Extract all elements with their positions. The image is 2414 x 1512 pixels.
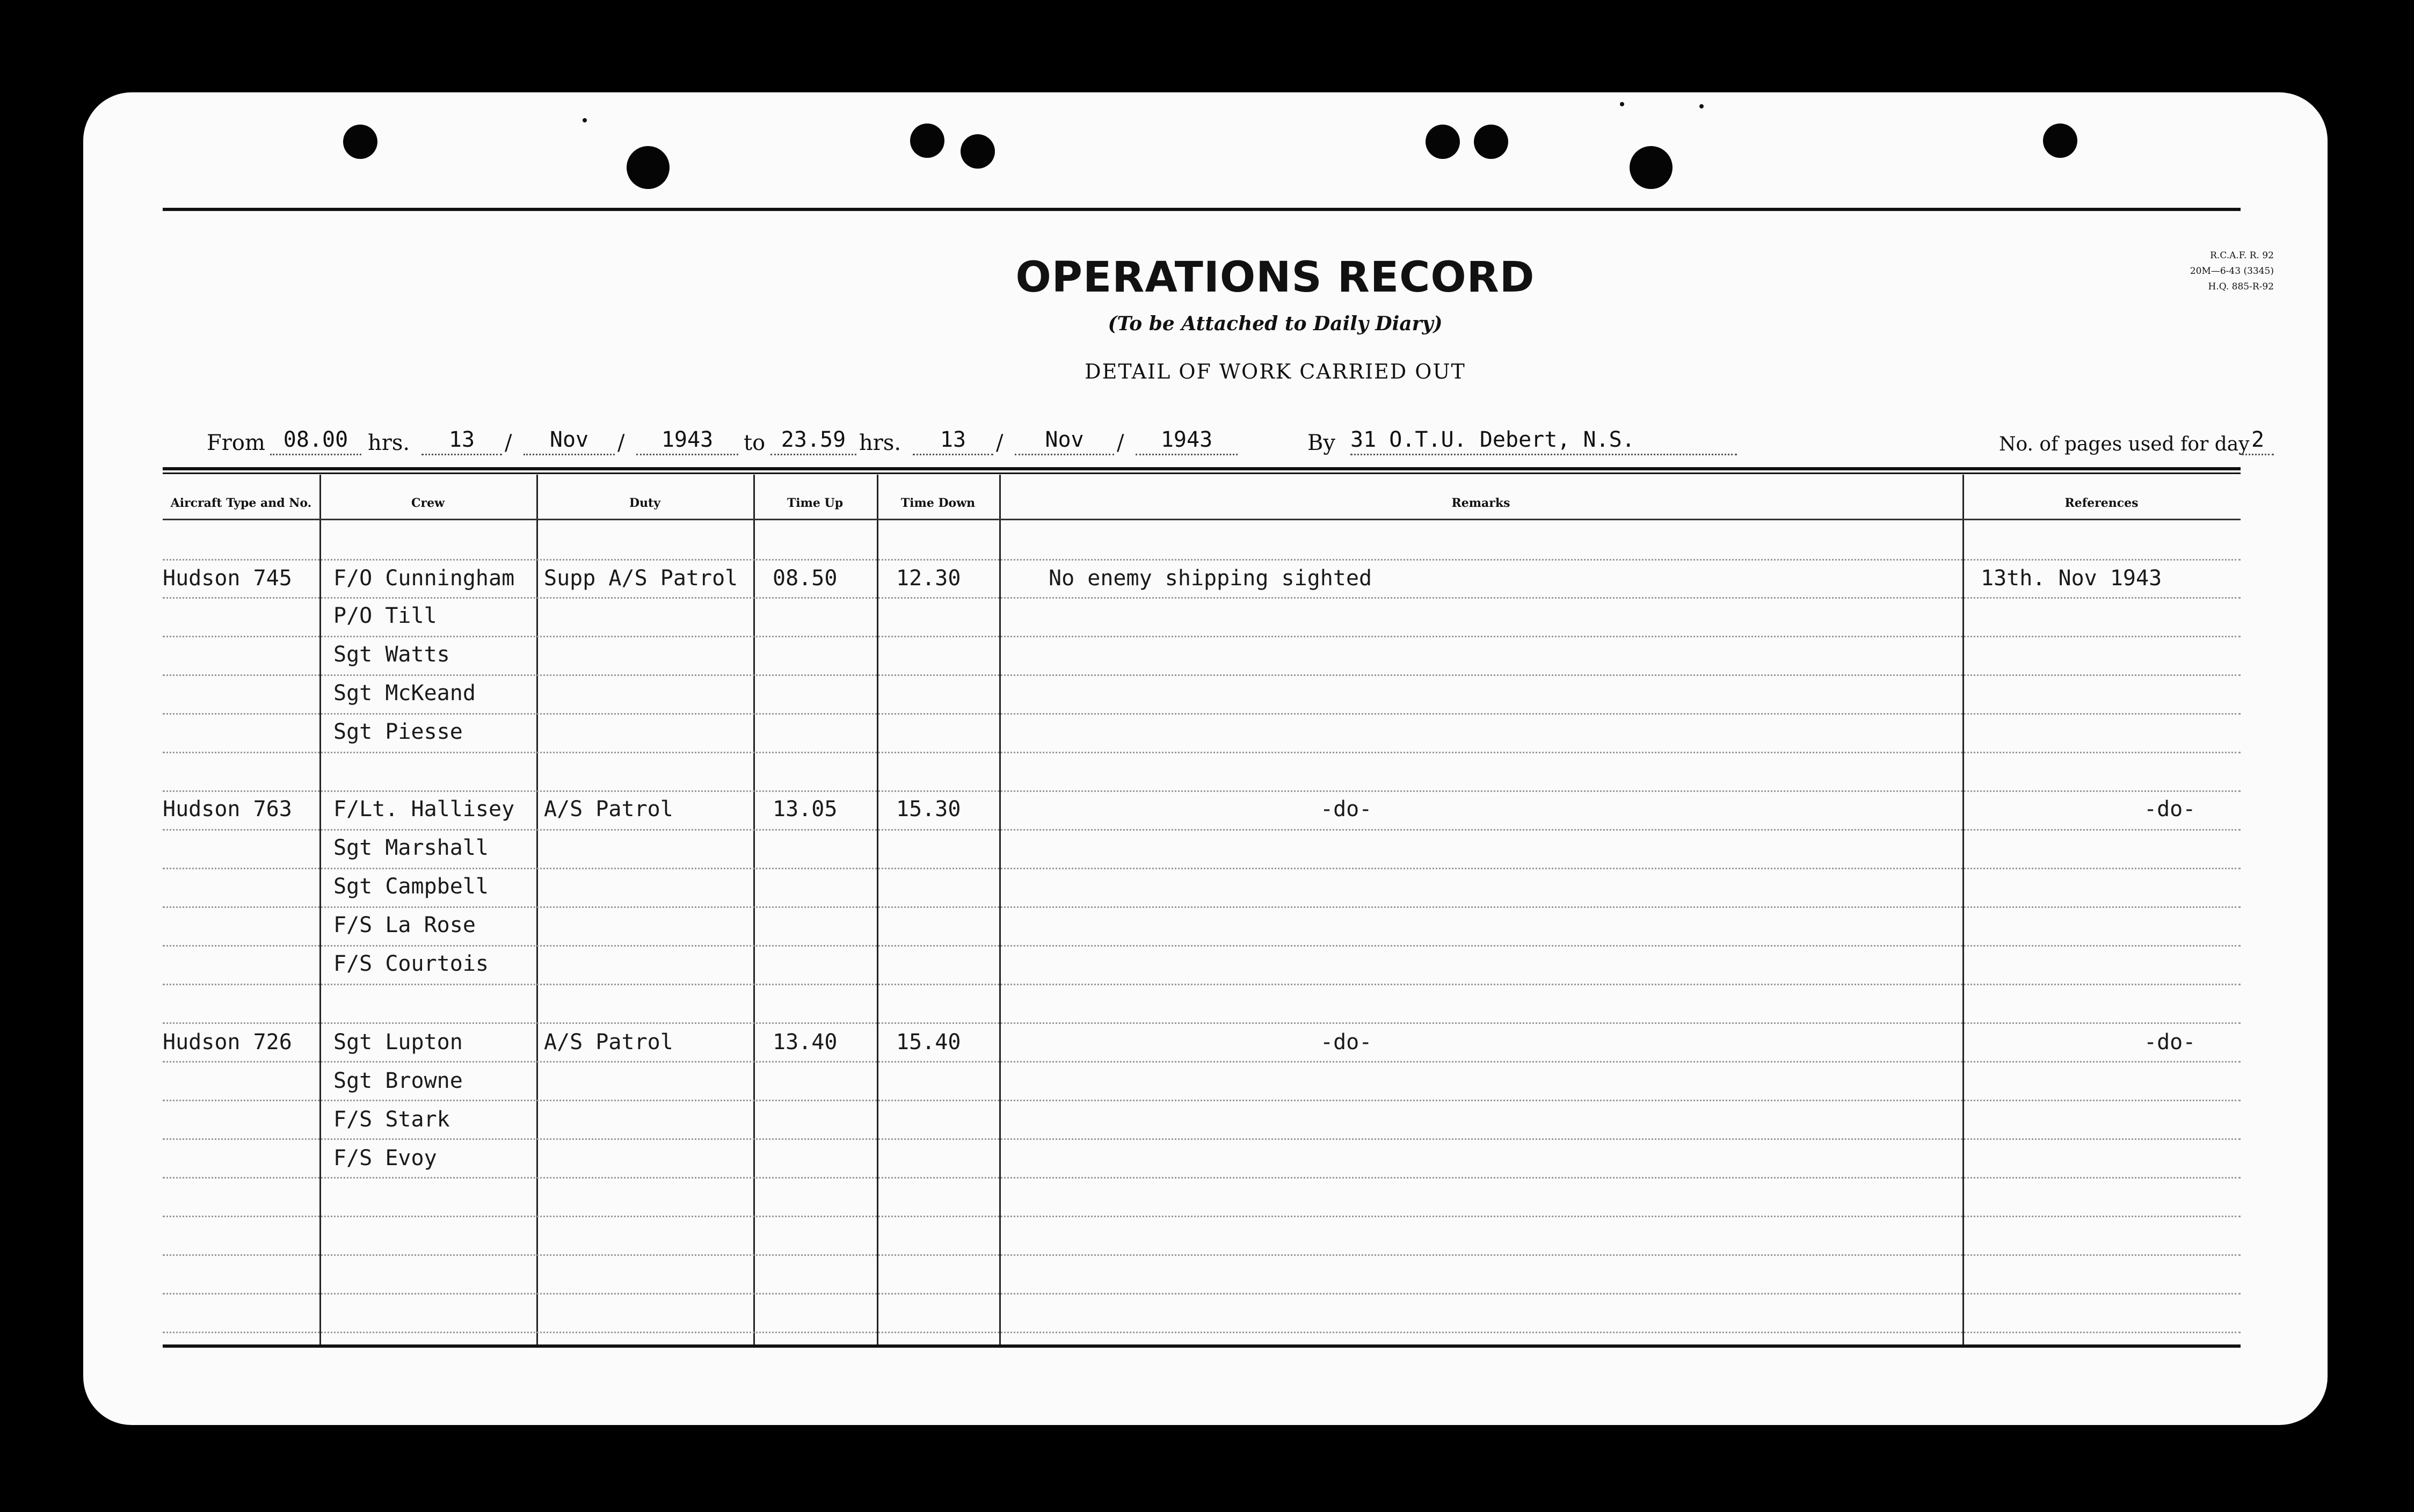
speck — [1620, 102, 1624, 106]
punch-hole — [961, 134, 995, 169]
column-header-duty: Duty — [629, 496, 661, 510]
header-rule-thin — [163, 473, 2241, 474]
pages-value: 2 — [2242, 426, 2274, 455]
ruled-line — [163, 1100, 2241, 1101]
separator: / — [617, 431, 625, 455]
time-up-cell: 13.05 — [773, 797, 838, 822]
punch-hole — [2043, 123, 2077, 158]
ruled-line — [163, 636, 2241, 637]
ruled-line — [163, 790, 2241, 792]
ruled-line — [163, 906, 2241, 908]
time-down-cell: 15.30 — [896, 797, 961, 822]
form-code — [2091, 248, 2274, 295]
ruled-line — [163, 597, 2241, 599]
column-header-rule — [163, 519, 2241, 520]
crew-member: F/Lt. Hallisey — [333, 797, 515, 822]
column-divider — [1962, 475, 1964, 1344]
remarks-cell: No enemy shipping sighted — [1049, 566, 1372, 591]
time-down-cell: 15.40 — [896, 1030, 961, 1055]
ruled-line — [163, 1138, 2241, 1140]
separator: / — [1117, 431, 1124, 455]
crew-member: Sgt Lupton — [333, 1030, 463, 1055]
form-code-line: H.Q. 885-R-92 — [2208, 281, 2274, 292]
remarks-cell: -do- — [1320, 797, 1372, 822]
time-up-cell: 13.40 — [773, 1030, 838, 1055]
crew-member: Sgt Watts — [333, 642, 450, 667]
time-down-cell: 12.30 — [896, 566, 961, 591]
punch-hole — [343, 125, 377, 159]
column-header-time-down: Time Down — [900, 496, 976, 510]
column-header-references: References — [2064, 496, 2139, 510]
column-header-crew: Crew — [411, 496, 445, 510]
ruled-line — [163, 1022, 2241, 1024]
crew-member: Sgt Marshall — [333, 835, 489, 860]
hrs-label: hrs. — [859, 431, 901, 455]
ruled-line — [163, 1061, 2241, 1063]
column-divider — [753, 475, 755, 1344]
from-year: 1943 — [636, 426, 738, 455]
to-time: 23.59 — [770, 426, 856, 455]
to-year: 1943 — [1136, 426, 1238, 455]
ruled-line — [163, 1254, 2241, 1256]
from-day: 13 — [421, 426, 502, 455]
references-cell: -do- — [2144, 1030, 2196, 1055]
crew-member: F/S Evoy — [333, 1146, 437, 1171]
duty-cell: A/S Patrol — [544, 797, 673, 822]
form-code-line: R.C.A.F. R. 92 — [2210, 250, 2274, 261]
punch-hole — [910, 123, 944, 158]
ruled-line — [163, 713, 2241, 715]
ruled-line — [163, 674, 2241, 676]
aircraft-cell: Hudson 763 — [163, 797, 292, 822]
ruled-line — [163, 1332, 2241, 1333]
ruled-line — [163, 1293, 2241, 1295]
crew-member: P/O Till — [333, 604, 437, 628]
crew-member: F/S Courtois — [333, 951, 489, 976]
to-label: to — [744, 431, 766, 455]
ruled-line — [163, 868, 2241, 869]
speck — [1699, 104, 1704, 108]
punch-hole — [1474, 125, 1508, 159]
column-header-aircraft: Aircraft Type and No. — [170, 496, 312, 510]
duty-cell: A/S Patrol — [544, 1030, 673, 1055]
from-month: Nov — [523, 426, 615, 455]
punch-hole — [1426, 125, 1460, 159]
to-day: 13 — [913, 426, 993, 455]
from-label: From — [207, 431, 265, 455]
form-code-line: 20M—6-43 (3345) — [2190, 266, 2274, 277]
record-table — [163, 475, 2241, 1344]
column-divider — [319, 475, 321, 1344]
punch-hole — [1630, 146, 1673, 189]
top-rule — [163, 208, 2241, 211]
crew-member: Sgt Browne — [333, 1068, 463, 1093]
crew-member: Sgt Piesse — [333, 719, 463, 744]
ruled-line — [163, 1177, 2241, 1179]
separator: / — [505, 431, 512, 455]
ruled-line — [163, 829, 2241, 831]
to-month: Nov — [1015, 426, 1114, 455]
column-header-remarks: Remarks — [1451, 496, 1510, 510]
duty-cell: Supp A/S Patrol — [544, 566, 738, 591]
date-range-line — [207, 415, 2274, 463]
references-cell: -do- — [2144, 797, 2196, 822]
punch-hole — [627, 146, 670, 189]
separator: / — [996, 431, 1004, 455]
form-subheading: DETAIL OF WORK CARRIED OUT — [1085, 360, 1466, 383]
by-unit: 31 O.T.U. Debert, N.S. — [1350, 426, 1737, 455]
aircraft-cell: Hudson 745 — [163, 566, 292, 591]
column-divider — [536, 475, 538, 1344]
ruled-line — [163, 945, 2241, 947]
time-up-cell: 08.50 — [773, 566, 838, 591]
crew-member: Sgt McKeand — [333, 681, 476, 706]
bottom-rule — [163, 1344, 2241, 1348]
form-subtitle: (To be Attached to Daily Diary) — [1108, 312, 1443, 335]
crew-member: Sgt Campbell — [333, 874, 489, 899]
column-header-time-up: Time Up — [787, 496, 844, 510]
speck — [583, 118, 587, 122]
ruled-line — [163, 752, 2241, 753]
operations-record-card — [83, 92, 2328, 1425]
remarks-cell: -do- — [1320, 1030, 1372, 1055]
crew-member: F/O Cunningham — [333, 566, 515, 591]
from-time: 08.00 — [270, 426, 361, 455]
crew-member: F/S Stark — [333, 1107, 450, 1132]
column-divider — [877, 475, 878, 1344]
header-rule — [163, 467, 2241, 470]
ruled-line — [163, 984, 2241, 985]
column-divider — [999, 475, 1001, 1344]
pages-label: No. of pages used for day — [1999, 433, 2250, 455]
references-cell: 13th. Nov 1943 — [1981, 566, 2162, 591]
by-label: By — [1307, 431, 1335, 455]
form-title: OPERATIONS RECORD — [1015, 253, 1535, 302]
hrs-label: hrs. — [368, 431, 410, 455]
aircraft-cell: Hudson 726 — [163, 1030, 292, 1055]
ruled-line — [163, 1216, 2241, 1217]
crew-member: F/S La Rose — [333, 913, 476, 937]
ruled-line — [163, 559, 2241, 561]
